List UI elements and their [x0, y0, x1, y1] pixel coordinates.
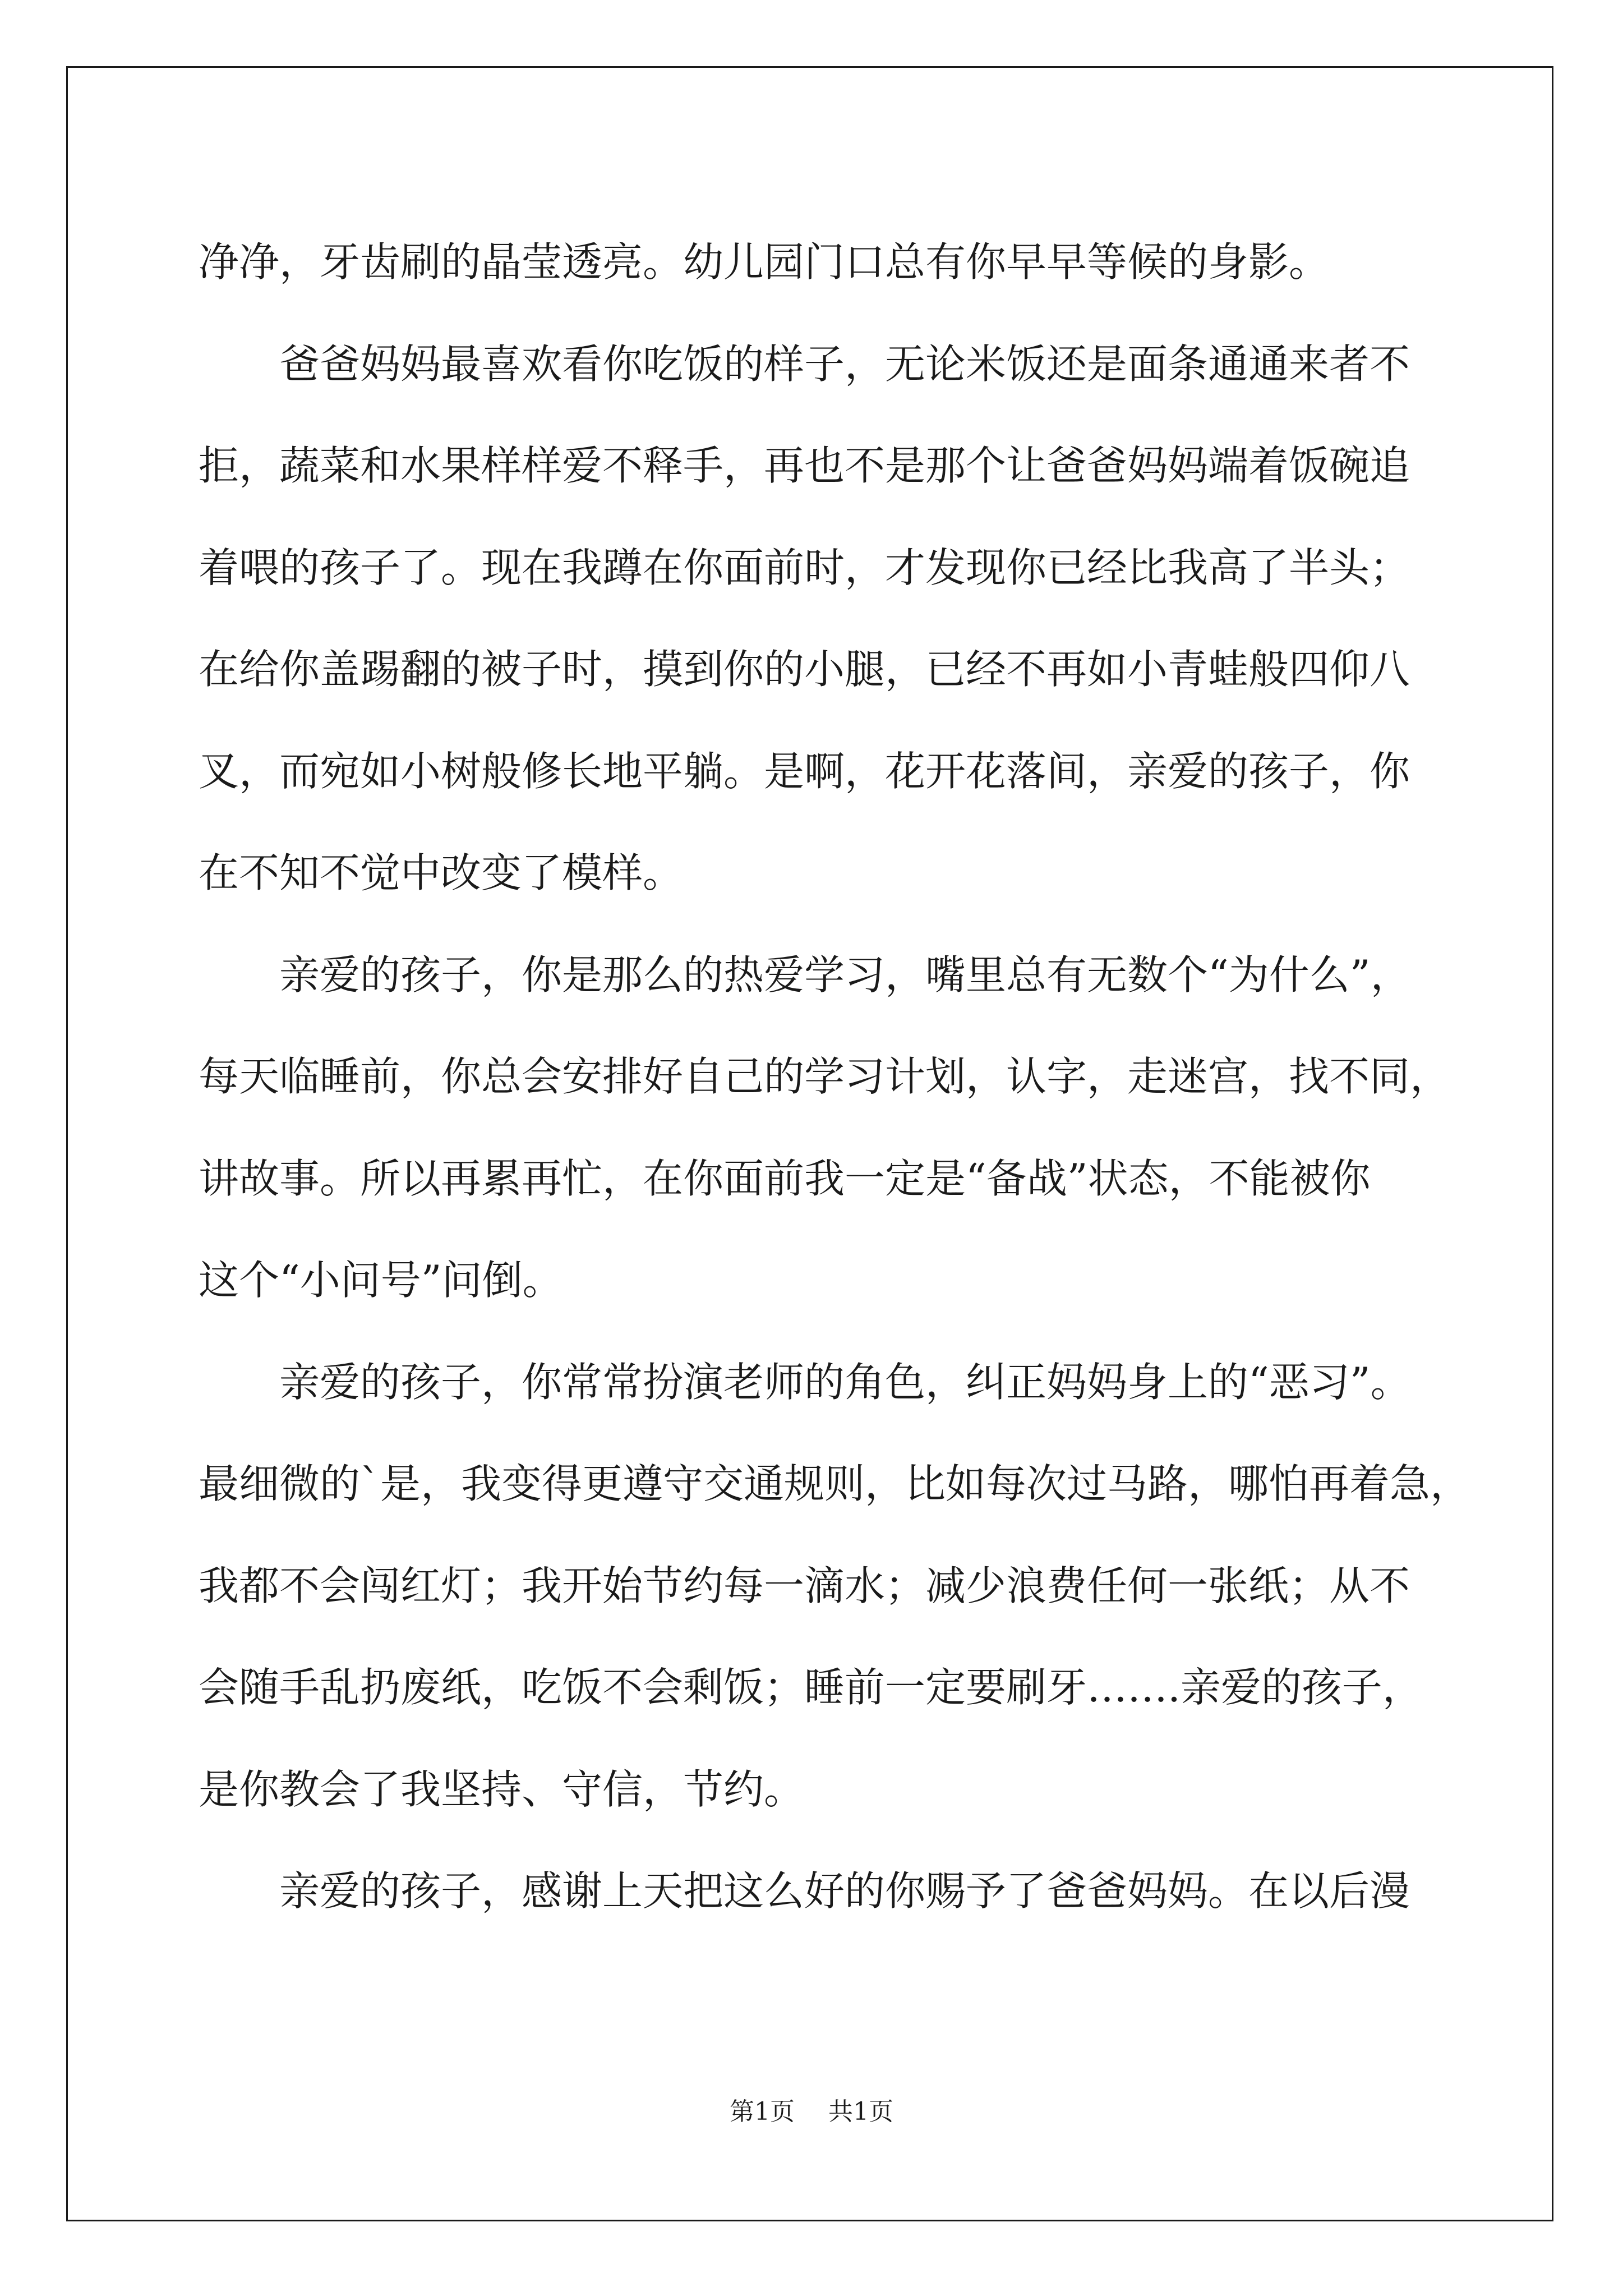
- text-line: 在不知不觉中改变了模样。: [199, 849, 684, 896]
- text-line: 爸爸妈妈最喜欢看你吃饭的样子，无论米饭还是面条通通来者不: [279, 340, 1410, 388]
- text-line: 这个“小问号”问倒。: [199, 1257, 563, 1304]
- document-body: [199, 211, 1471, 1943]
- text-line: 亲爱的孩子，你是那么的热爱学习，嘴里总有无数个“为什么”，: [279, 951, 1411, 999]
- text-line: 叉，而宛如小树般修长地平躺。是啊，花开花落间，亲爱的孩子，你: [199, 747, 1410, 795]
- text-line: 我都不会闯红灯；我开始节约每一滴水；减少浪费任何一张纸；从不: [199, 1562, 1410, 1609]
- page-number: 第1页: [730, 2097, 795, 2126]
- text-line: 亲爱的孩子，你常常扮演老师的角色，纠正妈妈身上的“恶习”。: [279, 1358, 1411, 1406]
- text-line: 拒，蔬菜和水果样样爱不释手，再也不是那个让爸爸妈妈端着饭碗追: [199, 442, 1410, 489]
- text-line: 最细微的`是，我变得更遵守交通规则，比如每次过马路，哪怕再着急，: [199, 1460, 1471, 1507]
- page-footer: [0, 2091, 1623, 2127]
- text-line: 净净，牙齿刷的晶莹透亮。幼儿园门口总有你早早等候的身影。: [199, 238, 1330, 286]
- text-line: 在给你盖踢翻的被子时，摸到你的小腿，已经不再如小青蛙般四仰八: [199, 646, 1410, 693]
- text-line: 是你教会了我坚持、守信，节约。: [199, 1765, 805, 1813]
- text-line: 会随手乱扔废纸，吃饭不会剩饭；睡前一定要刷牙…….亲爱的孩子，: [199, 1664, 1423, 1711]
- text-line: 着喂的孩子了。现在我蹲在你面前时，才发现你已经比我高了半头；: [199, 544, 1410, 591]
- text-line: 讲故事。所以再累再忙，在你面前我一定是“备战”状态，不能被你: [199, 1154, 1371, 1202]
- text-line: 亲爱的孩子，感谢上天把这么好的你赐予了爸爸妈妈。在以后漫: [279, 1867, 1410, 1915]
- text-line: 每天临睡前，你总会安排好自己的学习计划，认字，走迷宫，找不同，: [199, 1053, 1451, 1100]
- page-total: 共1页: [828, 2097, 893, 2126]
